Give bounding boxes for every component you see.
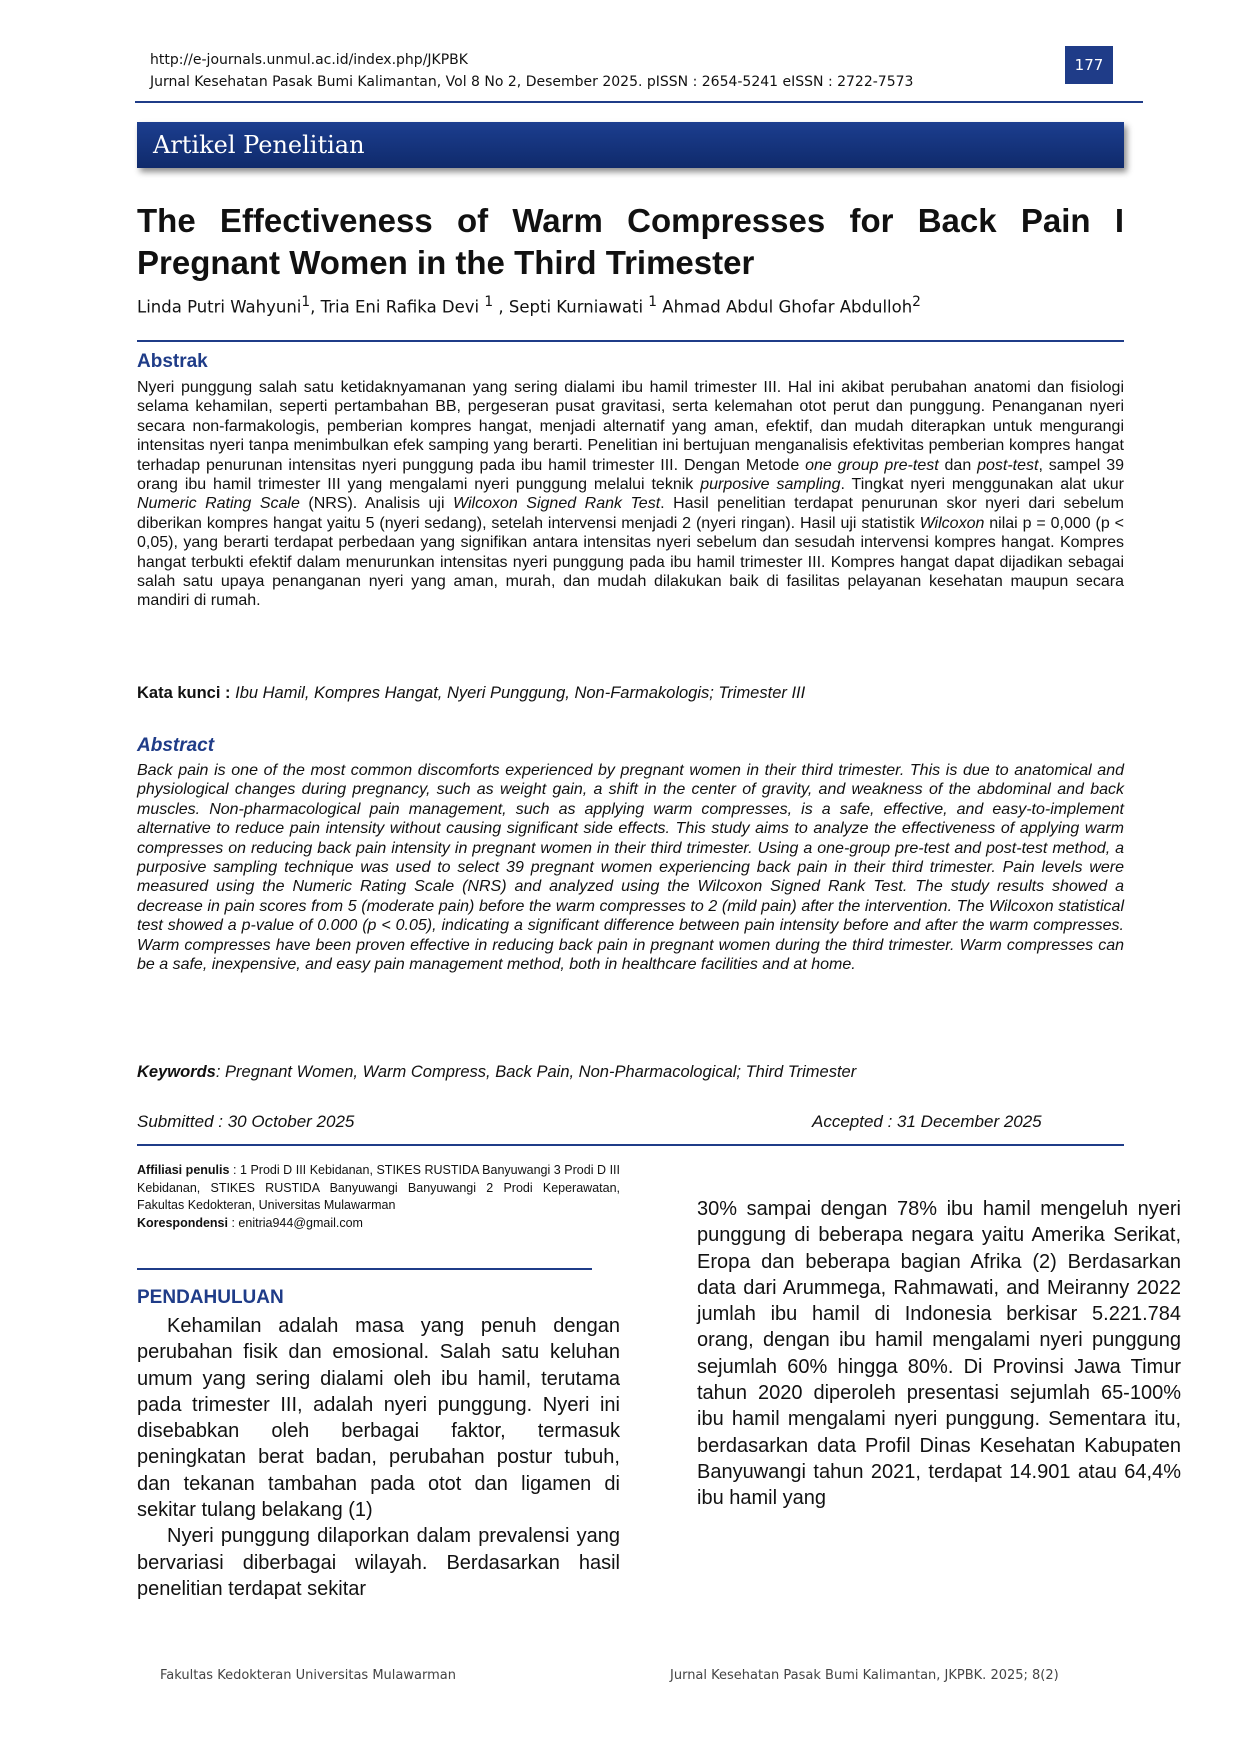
abstrak-heading: Abstrak [137,351,208,372]
dates-divider [137,1144,1124,1146]
author-name: Ahmad Abdul Ghofar Abdulloh [662,297,913,317]
intro-left-column [137,1313,620,1602]
keywords: Keywords: Pregnant Women, Warm Compress, Back Pain, Non-Pharmacological; Third Trimester [137,1063,857,1081]
article-type-banner [137,122,1124,168]
abstract-text: Back pain is one of the most common discomforts experienced by pregnant women in their third trimester. This is due to anatomical and physiological changes during pregnancy, such as weight gain, a shift in the center of gravity, and weakness of the abdominal and back muscles. Non-pharmacological pain management, such as applying warm compresses, is a safe, effective, and easy-to-implement alternative to reduce pain intensity without causing significant side effects. This study aims to analyze the effectiveness of applying warm compresses on reducing back pain intensity in pregnant women in their third trimester. Using a one-group pre-test and post-test method, a purposive sampling technique was used to select 39 pregnant women experiencing back pain in their third trimester. Pain levels were measured using the Numeric Rating Scale (NRS) and analyzed using the Wilcoxon Signed Rank Test. The study results showed a decrease in pain scores from 5 (moderate pain) before the warm compresses to 2 (mild pain) after the intervention. The Wilcoxon statistical test showed a p-value of 0.000 (p < 0.05), indicating a significant difference between pain intensity before and after the warm compresses. Warm compresses have been proven effective in reducing back pain in pregnant women during the third trimester. Warm compresses can be a safe, inexpensive, and easy pain management method, both in healthcare facilities and at home. [137,762,1124,974]
affiliation-block: Affiliasi penulis : 1 Prodi D III Kebidanan, STIKES RUSTIDA Banyuwangi 3 Prodi D III Kebidanan, STIKES RUSTIDA Banyuwangi Banyuwangi 2 Prodi Keperawatan, Fakultas Kedokteran, Universitas Mulawarman Korespondensi : enitria944@gmail.com [137,1163,620,1230]
author-affiliation-mark: 1 [648,294,658,310]
kata-kunci: Kata kunci : Ibu Hamil, Kompres Hangat, Nyeri Punggung, Non-Farmakologis; Trimester III [137,684,806,702]
intro-paragraph: Kehamilan adalah masa yang penuh dengan perubahan fisik dan emosional. Salah satu keluhan umum yang sering dialami oleh ibu hamil, terutama pada trimester III, adalah nyeri punggung. Nyeri ini disebabkan oleh berbagai faktor, termasuk peningkatan berat badan, perubahan postur tubuh, dan tekanan tambahan pada otot dan ligamen di sekitar tulang belakang (1) [137,1315,620,1522]
article-title: The Effectiveness of Warm Compresses for Back Pain I Pregnant Women in the Third Trimester [137,202,1124,281]
accepted-date: Accepted : 31 December 2025 [812,1112,1042,1131]
intro-paragraph: Nyeri punggung dilaporkan dalam prevalensi yang bervariasi diberbagai wilayah. Berdasarkan hasil penelitian terdapat sekitar [137,1525,620,1600]
author-affiliation-mark: 1 [301,294,311,310]
author-list: Linda Putri Wahyuni$^1$, Tria Eni Rafika Devi $^1$ , Septi Kurniawati $^1$ Ahmad Abdul Ghofar Abdulloh$^2$ [137,294,921,317]
intro-paragraph: 30% sampai dengan 78% ibu hamil mengeluh nyeri punggung di beberapa negara yaitu Amerika Serikat, Eropa dan beberapa bagian Afrika (2) Berdasarkan data dari Arummega, Rahmawati, and Meiranny 2022 jumlah ibu hamil di Indonesia berkisar 5.221.784 orang, dengan ibu hamil mengalami nyeri punggung sejumlah 60% hingga 80%. Di Provinsi Jawa Timur tahun 2020 diperoleh presentasi sejumlah 65-100% ibu hamil mengalami nyeri punggung. Sementara itu, berdasarkan data Profil Dinas Kesehatan Kabupaten Banyuwangi tahun 2021, terdapat 14.901 atau 64,4% ibu hamil yang [697,1198,1181,1510]
header-divider [135,101,1143,103]
page-number: 177 [1065,46,1113,84]
correspondence-email[interactable]: : enitria944@gmail.com [228,1215,363,1230]
journal-info: Jurnal Kesehatan Pasak Bumi Kalimantan, Vol 8 No 2, Desember 2025. pISSN : 2654-5241 eISSN : 2722-7573 [150,74,914,90]
abstrak-text: Nyeri punggung salah satu ketidaknyamanan yang sering dialami ibu hamil trimester III. Hal ini akibat perubahan anatomi dan fisiologi selama kehamilan, seperti pertambahan BB, pergeseran pusat gravitasi, serta kelemahan otot perut dan punggung. Penanganan nyeri secara non-farmakologis, pemberian kompres hangat, menjadi alternatif yang aman, efektif, dan mudah diterapkan untuk mengurangi intensitas nyeri tanpa menimbulkan efek samping yang berarti. Penelitian ini bertujuan menganalisis efektivitas pemberian kompres hangat terhadap penurunan intensitas nyeri punggung pada ibu hamil trimester III. Dengan Metode one group pre-test dan post-test, sampel 39 orang ibu hamil trimester III yang mengalami nyeri punggung melalui teknik purposive sampling. Tingkat nyeri menggunakan alat ukur Numeric Rating Scale (NRS). Analisis uji Wilcoxon Signed Rank Test. Hasil penelitian terdapat penurunan skor nyeri dari sebelum diberikan kompres hangat yaitu 5 (nyeri sedang), setelah intervensi menjadi 2 (nyeri ringan). Hasil uji statistik Wilcoxon nilai p = 0,000 (p < 0,05), yang berarti terdapat perbedaan yang signifikan antara intensitas nyeri sebelum dan sesudah intervensi kompres hangat. Kompres hangat terbukti efektif dalam menurunkan intensitas nyeri punggung pada ibu hamil trimester III. Kompres hangat dapat dijadikan sebagai salah satu upaya penanganan nyeri yang aman, murah, dan mudah dilakukan baik di fasilitas pelayanan kesehatan maupun secara mandiri di rumah. [137,379,1125,610]
author-name: Tria Eni Rafika Devi [320,297,485,317]
pendahuluan-heading: PENDAHULUAN [137,1287,284,1308]
footer-citation: Jurnal Kesehatan Pasak Bumi Kalimantan, JKPBK. 2025; 8(2) [670,1668,1059,1683]
author-affiliation-mark: 2 [912,294,921,310]
journal-url[interactable]: http://e-journals.unmul.ac.id/index.php/JKPBK [150,52,468,68]
author-name: Septi Kurniawati [508,297,649,317]
submitted-date: Submitted : 30 October 2025 [137,1112,355,1131]
title-divider [137,340,1124,342]
intro-right-column [697,1196,1181,1512]
article-type-label: Artikel Penelitian [153,131,365,159]
abstract-heading: Abstract [137,735,215,756]
author-affiliation-mark: 1 [484,294,494,310]
footer-institution: Fakultas Kedokteran Universitas Mulawarman [160,1668,456,1683]
affiliation-divider [137,1268,592,1270]
author-name: Linda Putri Wahyuni [137,297,302,317]
